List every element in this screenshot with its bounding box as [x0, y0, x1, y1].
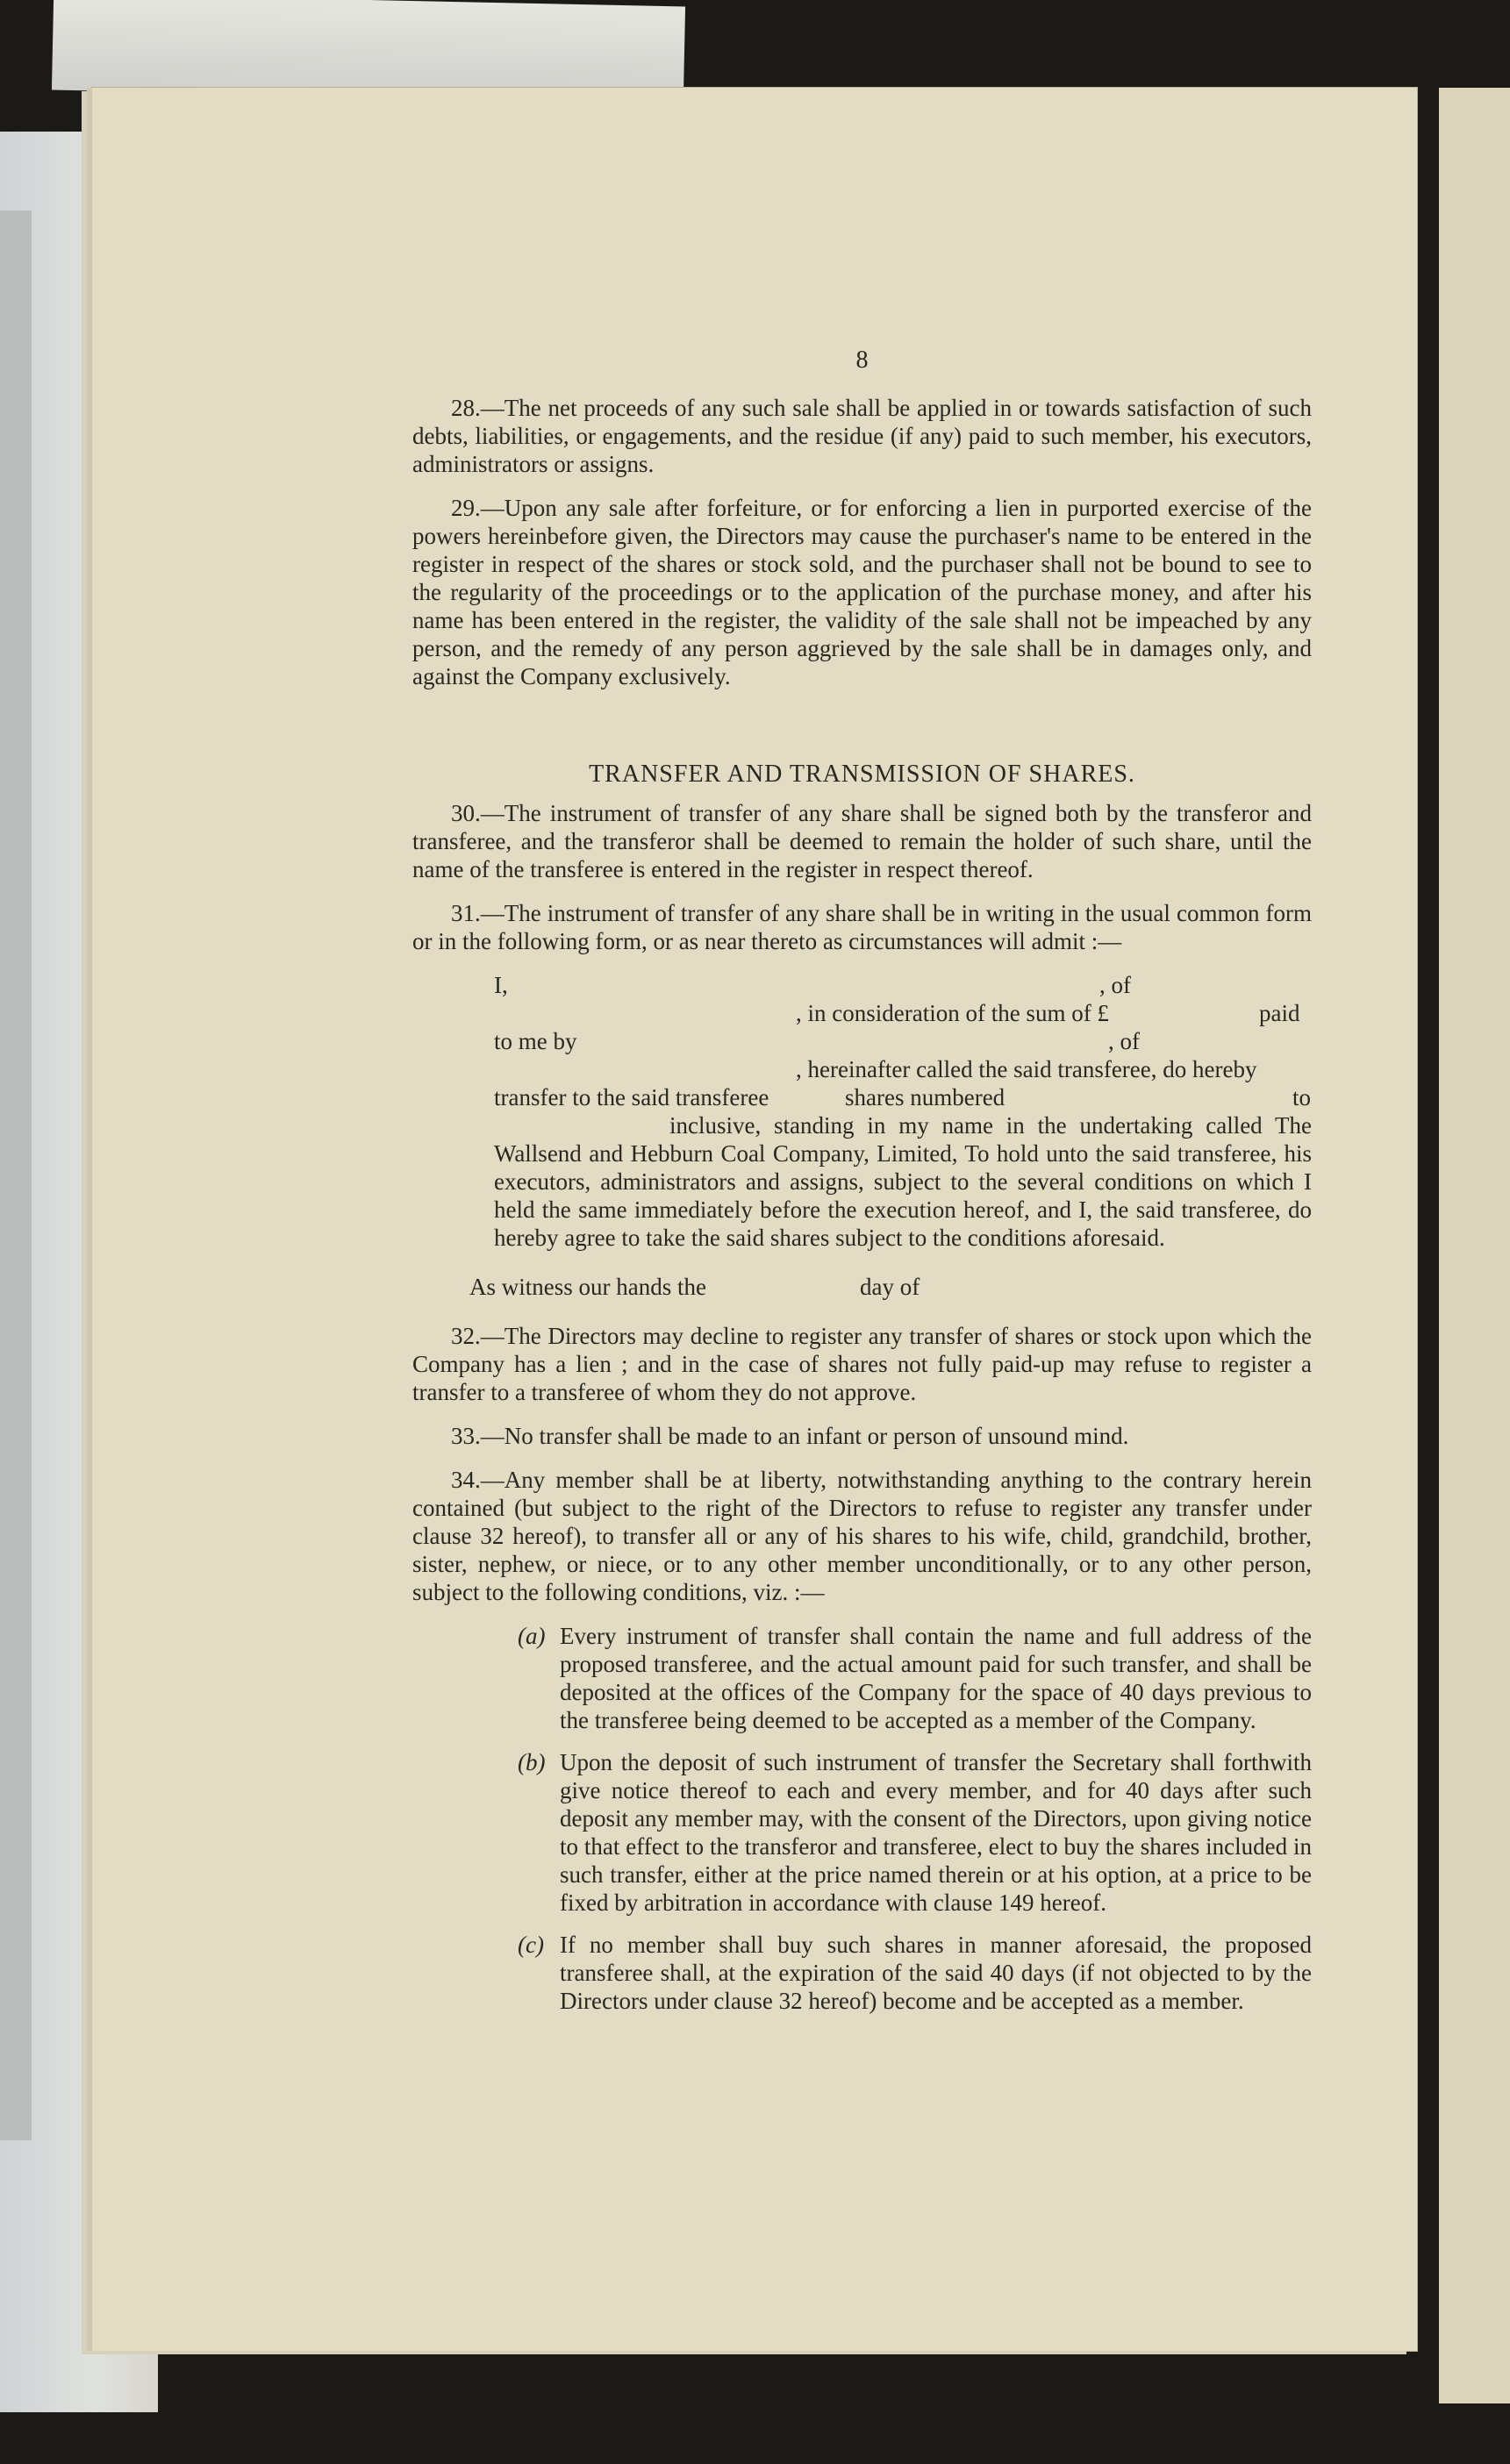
transfer-form — [494, 971, 1312, 1252]
form-row-3 — [494, 1027, 1312, 1055]
clause-label: (c) — [518, 1932, 544, 1958]
clause-text: Every instrument of transfer shall contain the name and full address of the proposed transferee, and the actual amount paid for such transfer, and shall be deposited at the offices of the Company for the space of 40 days previous to the transferee being deemed to be accepted as a member of the Company. — [560, 1623, 1312, 1733]
form-of-2: , of — [1108, 1028, 1140, 1054]
section-heading: TRANSFER AND TRANSMISSION OF SHARES. — [589, 761, 1135, 788]
witness-line — [469, 1273, 1312, 1301]
form-row-4 — [494, 1055, 1312, 1083]
form-consideration: , in consideration of the sum of £ — [796, 1000, 1109, 1026]
clause-c — [518, 1931, 1312, 2015]
adjacent-page — [1439, 88, 1510, 2403]
form-shares-numbered: shares numbered — [845, 1084, 1005, 1111]
form-body: inclusive, standing in my name in the undertaking called The Wallsend and Hebburn Coal Company, Limited, To hold unto the said transferee, his executors, administrators and assigns, subject to the several conditions on which I held the same immediately before the execution hereof, and I, the said transferee, do hereby agree to take the said shares subject to the conditions aforesaid. — [494, 1112, 1312, 1251]
clause-text: If no member shall buy such shares in manner aforesaid, the proposed transferee shall, at the expiration of the said 40 days (if not objected to by the Directors under clause 32 hereof) become and be accepted as a member. — [560, 1932, 1312, 2014]
paragraph-32: 32.—The Directors may decline to register any transfer of shares or stock upon which the Company has a lien ; and in the case of shares not fully paid-up may refuse to register a transfer to a transferee of whom they do not approve. — [412, 1323, 1312, 1405]
form-to: to — [1292, 1084, 1312, 1111]
underlying-strip — [0, 211, 32, 2140]
clause-a — [518, 1622, 1312, 1734]
form-row-5 — [494, 1083, 1312, 1111]
paragraph-34: 34.—Any member shall be at liberty, notwithstanding anything to the contrary herein contained (but subject to the right of the Directors to refuse to register any transfer under clause 32 hereof), to transfer all or any of his shares to his wife, child, grandchild, brother, sister, nephew, or niece, or to any other member unconditionally, or to any other person, subject to the following conditions, viz. :— — [412, 1467, 1312, 1605]
witness-day-of: day of — [860, 1274, 920, 1300]
clause-label: (b) — [518, 1749, 546, 1775]
page-content — [412, 346, 1312, 2029]
paragraph-30: 30.—The instrument of transfer of any share shall be signed both by the transferor and transferee, and the transferor shall be deemed to remain the holder of such share, until the name of the transferee is entered in the register in respect thereof. — [412, 800, 1312, 882]
form-transfer-to: transfer to the said transferee — [494, 1084, 769, 1111]
paragraph-28: 28.—The net proceeds of any such sale shall be applied in or towards satisfaction of such debts, liabilities, or engagements, and the residue (if any) paid to such member, his executors, administrators or assigns. — [412, 395, 1312, 477]
witness-text: As witness our hands the — [469, 1274, 706, 1300]
clause-label: (a) — [518, 1623, 546, 1649]
form-of-1: , of — [1099, 972, 1131, 998]
paragraph-33: 33.—No transfer shall be made to an infant or person of unsound mind. — [451, 1423, 1129, 1449]
form-row-1 — [494, 971, 1312, 999]
clause-text: Upon the deposit of such instrument of transfer the Secretary shall forthwith give notice thereof to each and every member, and for 40 days after such deposit any member may, with the consent of the Directors, upon giving notice to that effect to the transferor and transferee, elect to buy the shares included in such transfer, either at the price named therein or at his option, at a price to be fixed by arbitration in accordance with clause 149 hereof. — [560, 1749, 1312, 1916]
page-number: 8 — [855, 346, 869, 374]
form-to-me-by: to me by — [494, 1028, 577, 1054]
form-paid: paid — [1259, 1000, 1300, 1026]
form-hereinafter: , hereinafter called the said transferee, do hereby — [796, 1056, 1257, 1082]
clause-b — [518, 1748, 1312, 1917]
paragraph-31: 31.—The instrument of transfer of any share shall be in writing in the usual common form or in the following form, or as near thereto as circumstances will admit :— — [412, 900, 1312, 954]
paragraph-29: 29.—Upon any sale after forfeiture, or for enforcing a lien in purported exercise of the powers hereinbefore given, the Directors may cause the purchaser's name to be entered in the register in respect of the shares or stock sold, and the purchaser shall not be bound to see to the regularity of the proceedings or to the application of the purchase money, and after his name has been entered in the register, the validity of the sale shall not be impeached by any person, and the remedy of any person aggrieved by the sale shall be in damages only, and against the Company exclusively. — [412, 495, 1312, 689]
form-row-2 — [494, 999, 1312, 1027]
form-i: I, — [494, 972, 508, 998]
